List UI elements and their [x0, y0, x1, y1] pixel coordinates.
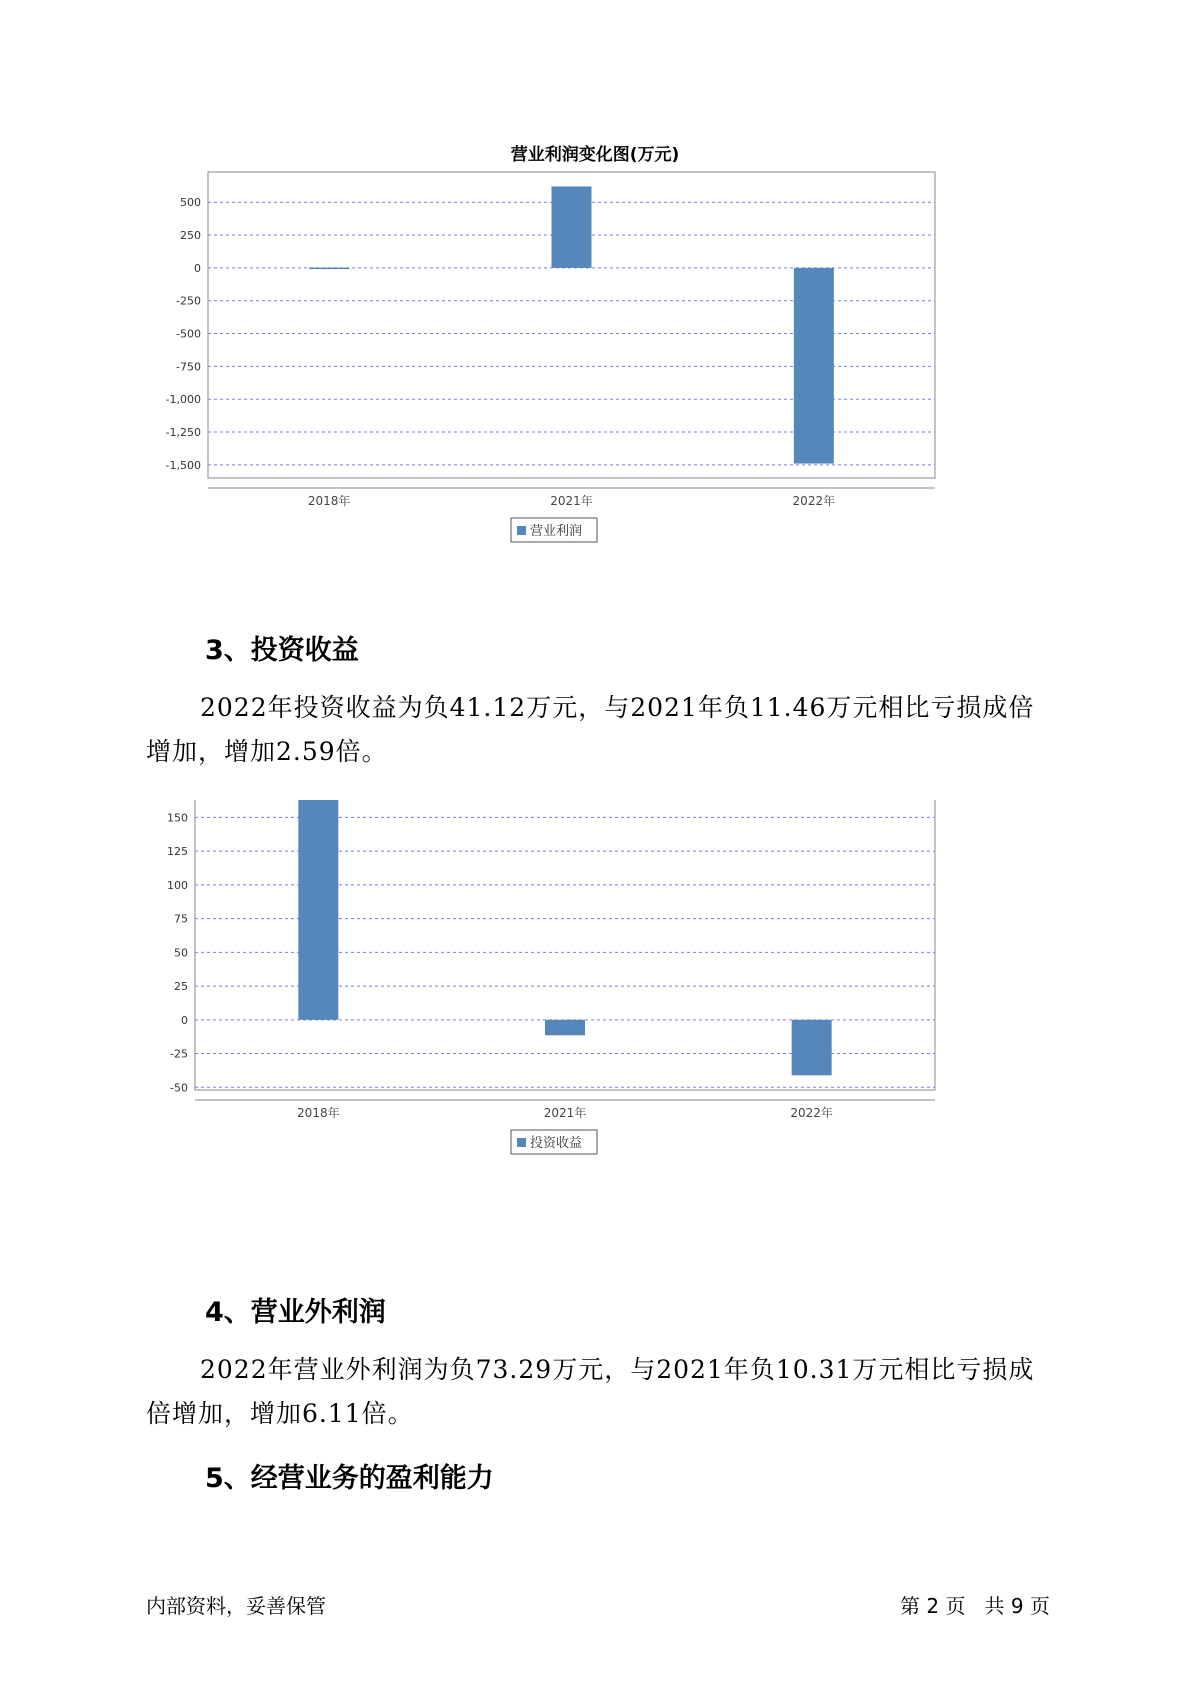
y-tick-label: -1,500 — [165, 458, 201, 472]
x-tick-label: 2021年 — [543, 1106, 587, 1120]
y-tick-label: -750 — [176, 360, 201, 374]
y-tick-label: 25 — [174, 980, 188, 994]
legend-label: 投资收益 — [530, 1136, 583, 1151]
x-tick-label: 2022年 — [792, 494, 836, 508]
investment-income-chart — [150, 800, 1040, 1260]
y-tick-label: 250 — [180, 229, 201, 243]
footer-page-number: 第 2 页 共 9 页 — [900, 1594, 1050, 1618]
y-tick-label: 0 — [181, 1013, 188, 1027]
y-tick-label: 100 — [167, 878, 188, 892]
legend-swatch — [517, 526, 526, 535]
y-tick-label: 50 — [174, 946, 188, 960]
x-tick-label: 2018年 — [297, 1106, 340, 1120]
bar-2021年 — [545, 1020, 585, 1035]
x-tick-label: 2018年 — [307, 494, 351, 508]
x-tick-label: 2021年 — [550, 494, 593, 508]
paragraph-non-operating-profit: 2022年营业外利润为负73.29万元，与2021年负10.31万元相比亏损成倍增加，增加6.11倍。 — [146, 1355, 1035, 1428]
footer-confidential-note: 内部资料，妥善保管 — [146, 1594, 326, 1618]
y-tick-label: -25 — [170, 1047, 188, 1061]
y-tick-label: -50 — [170, 1081, 188, 1095]
operating-profit-chart — [150, 140, 1040, 590]
chart-title: 营业利润变化图(万元) — [510, 145, 680, 165]
y-tick-label: 75 — [174, 912, 188, 926]
y-tick-label: -500 — [176, 327, 201, 341]
section-heading-investment-income: 3、投资收益 — [205, 635, 359, 666]
paragraph-investment-income: 2022年投资收益为负41.12万元，与2021年负11.46万元相比亏损成倍增加，增加2.59倍。 — [146, 693, 1035, 766]
x-tick-label: 2022年 — [790, 1106, 833, 1120]
chart-svg — [150, 800, 1040, 1260]
y-tick-label: 500 — [180, 196, 201, 210]
y-tick-label: 0 — [194, 261, 201, 275]
section-heading-non-operating-profit: 4、营业外利润 — [205, 1297, 386, 1328]
legend-swatch — [517, 1138, 526, 1147]
bar-2018年 — [309, 268, 349, 270]
chart-svg — [150, 140, 1040, 590]
bar-2018年 — [298, 800, 338, 1020]
y-tick-label: 150 — [167, 811, 188, 825]
bar-2021年 — [552, 186, 592, 267]
bar-2022年 — [794, 268, 834, 464]
section-heading-business-profitability: 5、经营业务的盈利能力 — [205, 1463, 494, 1494]
y-tick-label: 125 — [167, 845, 188, 859]
y-tick-label: -1,250 — [165, 426, 201, 440]
y-tick-label: -1,000 — [165, 393, 201, 407]
y-tick-label: -250 — [176, 294, 201, 308]
bar-2022年 — [792, 1020, 832, 1075]
legend-label: 营业利润 — [530, 524, 583, 539]
